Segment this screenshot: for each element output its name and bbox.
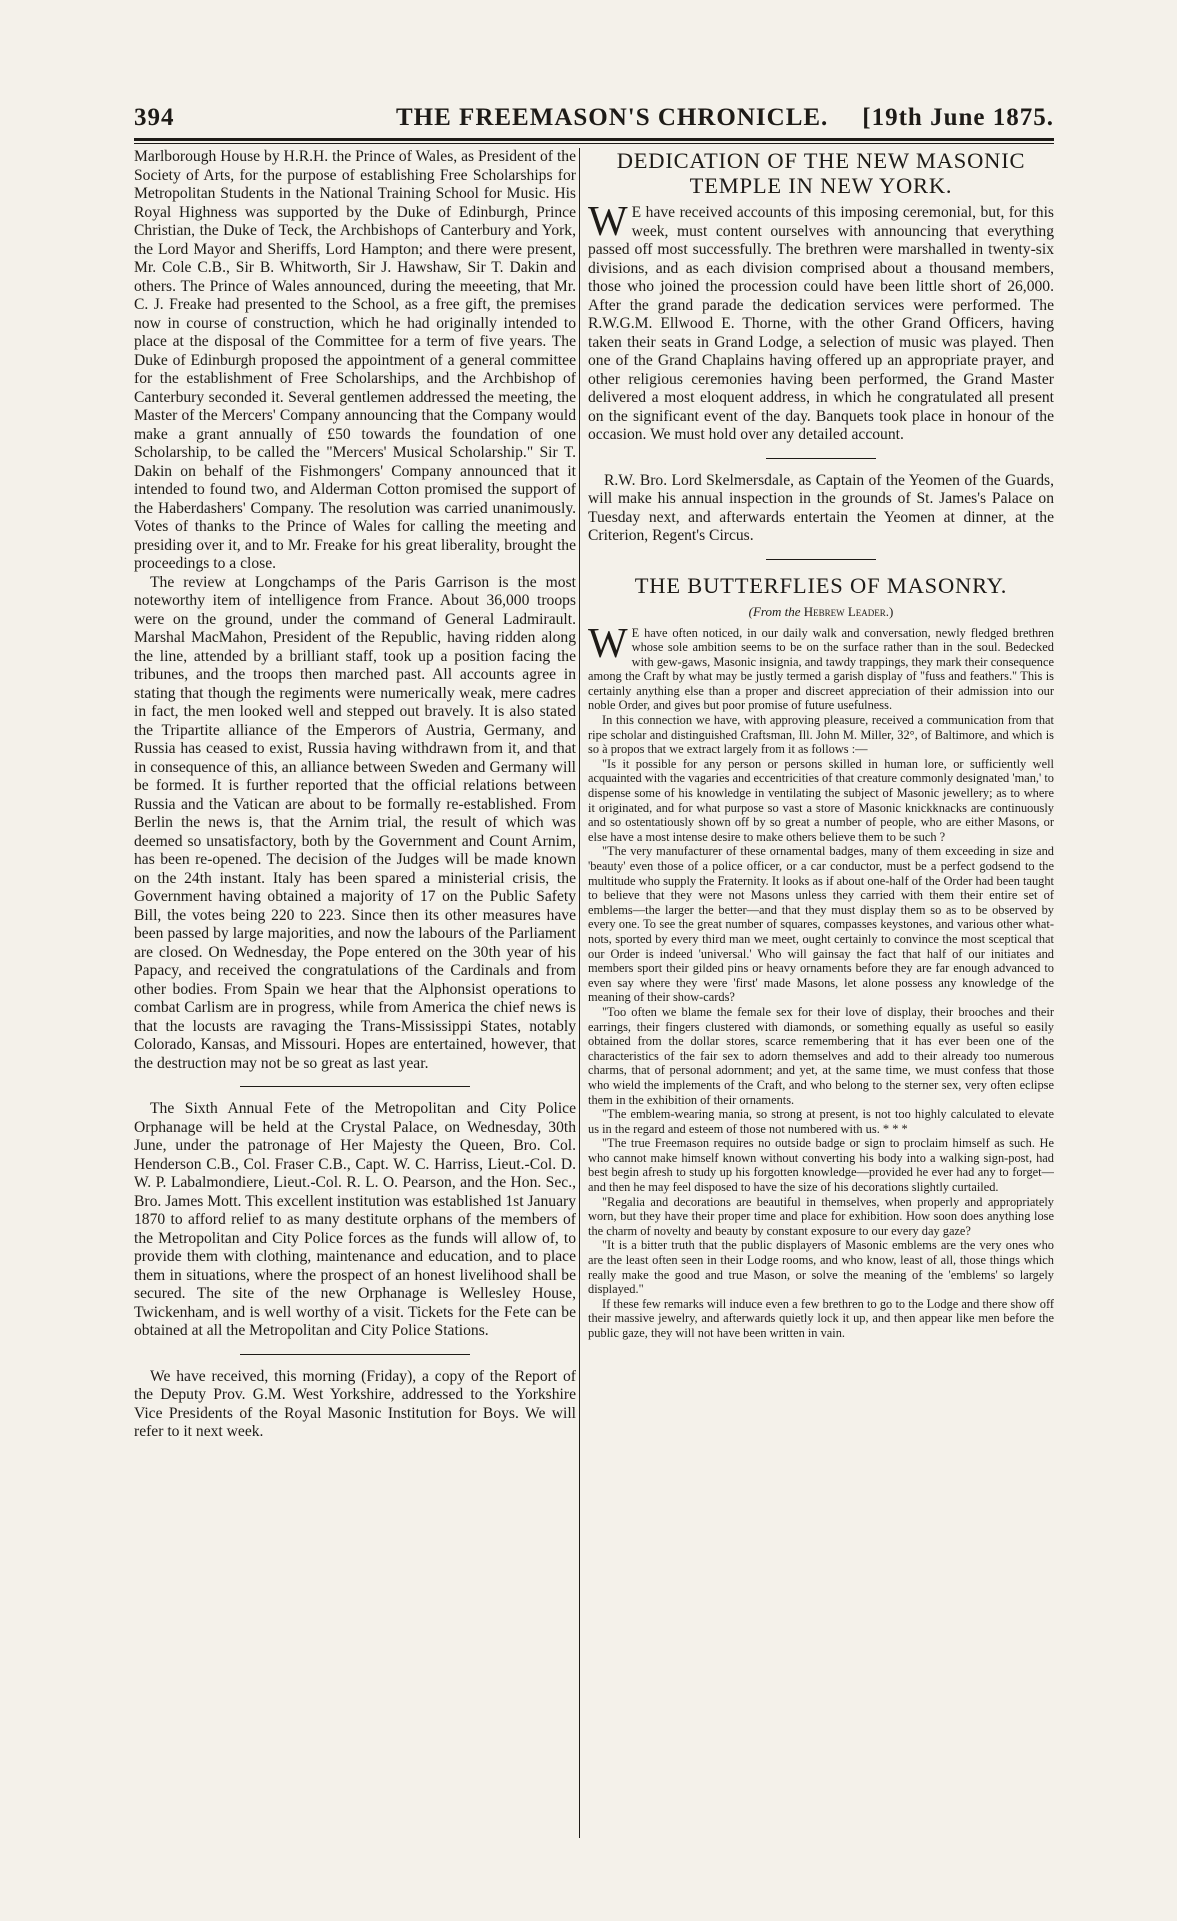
butterflies-text: E have often noticed, in our daily walk and conversation, newly fledged brethren whose sole ambition seems to be on the surface rather than in the soul. Bedecked with gew-gaws, Masonic insignia, and tawdy trappings, they mark their consequence among the Craft by what may be justly termed a garish display of "fuss and feathers." This is certainly anything else than a proper and discreet appreciation of their admission into our noble Order, and gives but poor promise of future usefulness.	[588, 625, 1054, 713]
section-separator	[240, 1086, 470, 1087]
right-column	[588, 148, 1054, 1843]
butterflies-paragraph: "Regalia and decorations are beautiful in themselves, when properly and appropriately worn, but they have their proper time and place for exhibition. How soon does anything lose the charm of novelty and beauty by constant exposure to our every day gaze?	[588, 1194, 1054, 1238]
dedication-paragraph	[588, 199, 1054, 445]
butterflies-paragraph: "The true Freemason requires no outside badge or sign to proclaim himself as such. He who cannot make himself known without converting his body into a walking sign-post, had best begin afresh to study up his forgotten knowledge—provided he ever had any to forget—and then he may feel disposed to have the size of his decorations slightly curtailed.	[588, 1136, 1054, 1195]
section-separator	[766, 559, 876, 560]
section-separator	[240, 1354, 470, 1355]
column-divider	[579, 148, 580, 1838]
butterflies-headline: THE BUTTERFLIES OF MASONRY.	[634, 572, 1008, 598]
butterflies-paragraph: "The emblem-wearing mania, so strong at present, is not too highly calculated to elevate us in the regard and esteem of those not numbered with us. * * *	[588, 1107, 1054, 1136]
header-rule-thin	[134, 143, 1054, 144]
page-header	[134, 104, 1054, 138]
butterflies-paragraph: "It is a bitter truth that the public displayers of Masonic emblems are the very ones who are the least often seen in their Lodge rooms, and who know, least of all, those things which really make the good and true Mason, or solve the meaning of the 'emblems' so largely displayed."	[588, 1238, 1054, 1297]
butterflies-paragraph: "The very manufacturer of these ornamental badges, many of them exceeding in size and 'beauty' even those of a police officer, or a car conductor, must be a perfect godsend to the multitude who supply the Fraternity. It looks as if about one-half of the Order had been taught to believe that they were not Masons unless they carried with them their entire set of emblems—the larger the better—and that they must display them so as to be observed by every one. To see the great number of squares, compasses keystones, and various other what-nots, sported by every third man we meet, ought certainly to convince the most sceptical that our Order is indeed 'universal.' Who will gainsay the fact that half of our initiates and members sport their gilded pins or heavy ornaments before they are far enough advanced to even say where they were 'first' made Masons, let alone possess any knowledge of the meaning of their show-cards?	[588, 844, 1054, 1005]
section-separator	[766, 458, 876, 459]
source-name: Hebrew Leader.)	[803, 603, 894, 619]
left-column	[134, 148, 576, 1843]
dedication-text: E have received accounts of this imposing ceremonial, but, for this week, must content ourselves with announcing that everything passed off most successfully. The brethren were marshalled in twenty-six divisions, and as each division comprised about a thousand members, those who joined the procession could have been little short of 26,000. After the grand parade the dedication services were performed. The R.W.G.M. Ellwood E. Thorne, with the other Grand Officers, having taken their seats in Grand Lodge, a selection of music was played. Then one of the Grand Chaplains having offered up an appropriate prayer, and other religious ceremonies having been performed, the Grand Master delivered a most eloquent address, in which he congratulated all present on the significant event of the day. Banquets took place in honour of the occasion. We must hold over any detailed account.	[588, 204, 1054, 443]
yeomen-notice: R.W. Bro. Lord Skelmersdale, as Captain of the Yeomen of the Guards, will make his annual inspection in the grounds of St. James's Palace on Tuesday next, and afterwards entertain the Yeomen at dinner, at the Criterion, Regent's Circus.	[588, 471, 1054, 544]
masthead-title: THE FREEMASON'S CHRONICLE.	[396, 104, 829, 131]
butterflies-paragraph: If these few remarks will induce even a few brethren to go to the Lodge and there show off their massive jewelry, and afterwards quietly lock it up, and then appear like men before the public gaze, they will not have been written in vain.	[588, 1296, 1054, 1340]
article-paragraph: The review at Longchamps of the Paris Garrison is the most noteworthy item of intelligence from France. About 36,000 troops were on the ground, under the command of General Ladmirault. Marshal MacMahon, President of the Republic, having ridden along the line, attended by a brilliant staff, took up a position facing the tribunes, and the troops then marched past. All accounts agree in stating that though the regiments were numerically weak, mere cadres in fact, the men looked well and stepped out bravely. It is also stated the Tripartite alliance of the Emperors of Austria, Germany, and Russia has ceased to exist, Russia having withdrawn from it, and that in consequence of this, an alliance between Sweden and Germany will be formed. It is further reported that the official relations between Russia and the Vatican are about to be formally re-established. From Berlin the news is, that the Arnim trial, the result of which was deemed so unsatisfactory, both by the Government and Count Arnim, has been re-opened. The decision of the Judges will be made known on the 24th instant. Italy has been spared a ministerial crisis, the Government having obtained a majority of 17 on the Public Safety Bill, the votes being 220 to 223. Since then its other measures have been passed by large majorities, and now the labours of the Parliament are closed. On Wednesday, the Pope entered on the 30th year of his Papacy, and received the congratulations of the Cardinals and from other bodies. From Spain we hear that the Alphonsist operations to combat Carlism are in progress, while from America the chief news is that the locusts are ravaging the Trans-Mississippi States, notably Colorado, Kansas, and Missouri. Hopes are entertained, however, that the destruction may not be so great as last year.	[134, 573, 576, 1072]
drop-cap: W	[588, 620, 628, 667]
report-notice: We have received, this morning (Friday), a copy of the Report of the Deputy Prov. G.M. West Yorkshire, addressed to the Yorkshire Vice Presidents of the Royal Masonic Institution for Boys. We will refer to it next week.	[134, 1367, 576, 1440]
source-prefix: (From the	[748, 603, 801, 619]
drop-cap: W	[588, 199, 628, 245]
article-paragraph: Marlborough House by H.R.H. the Prince of Wales, as President of the Society of Arts, for the purpose of establishing Free Scholarships for Metropolitan Students in the National Training School for Music. His Royal Highness was supported by the Duke of Edinburgh, Prince Christian, the Duke of Teck, the Archbishops of Canterbury and York, the Lord Mayor and Sheriffs, Lord Hampton; and there were present, Mr. Cole C.B., Sir B. Whitworth, Sir J. Hawshaw, Sir T. Dakin and others. The Prince of Wales announced, during the meeeting, that Mr. C. J. Freake had presented to the School, as a free gift, the premises now in course of construction, which he had originally intended to place at the disposal of the Committee for a term of five years. The Duke of Edinburgh proposed the appointment of a general committee for the establishment of Free Scholarships, and the Archbishop of Canterbury seconded it. Several gentlemen addressed the meeting, the Master of the Mercers' Company announcing that the Company would make a grant annually of £50 towards the foundation of one Scholarship, to be called the "Mercers' Musical Scholarship." Sir T. Dakin on behalf of the Fishmongers' Company announced that it intended to found two, and Alderman Cotton promised the support of the Haberdashers' Company. The resolution was carried unanimously. Votes of thanks to the Prince of Wales for calling the meeting and presiding over it, and to Mr. Freake for his great liberality, brought the proceedings to a close.	[134, 148, 576, 572]
butterflies-paragraph	[588, 620, 1054, 714]
issue-date: [19th June 1875.	[862, 104, 1054, 131]
page-number: 394	[134, 104, 175, 131]
orphanage-notice: The Sixth Annual Fete of the Metropolitan and City Police Orphanage will be held at the Crystal Palace, on Wednesday, 30th June, under the patronage of Her Majesty the Queen, Bro. Col. Henderson C.B., Col. Fraser C.B., Capt. W. C. Harriss, Lieut.-Col. D. W. P. Labalmondiere, Lieut.-Col. R. L. O. Pearson, and the Hon. Sec., Bro. James Mott. This excellent institution was established 1st January 1870 to afford relief to as many destitute orphans of the members of the Metropolitan and City Police forces as the funds will allow of, to provide them with clothing, maintenance and education, and to place them in situations, where the prospect of an honest livelihood shall be secured. The site of the new Orphanage is Wellesley House, Twickenham, and is well worthy of a visit. Tickets for the Fete can be obtained at all the Metropolitan and City Police Stations.	[134, 1100, 576, 1339]
butterflies-paragraph: "Is it possible for any person or persons skilled in human lore, or sufficiently well acquainted with the vagaries and eccentricities of that creature commonly designated 'man,' to dispense some of his knowledge in ventilating the subject of Masonic jewellery; as to where it originated, and for what purpose so vast a store of Masonic knickknacks are continuously and so ostentatiously shown off by so great a number of people, who are either Masons, or else have a most intense desire to make others believe them to be such ?	[588, 756, 1054, 844]
butterflies-paragraph: In this connection we have, with approving pleasure, received a communication from that ripe scholar and distinguished Craftsman, Ill. John M. Miller, 32°, of Baltimore, and which is so à propos that we extract largely from it as follows :—	[588, 713, 1054, 757]
article-source	[588, 604, 1054, 620]
header-rule-thick	[134, 138, 1054, 141]
butterflies-paragraph: "Too often we blame the female sex for their love of display, their brooches and their earrings, their fingers clustered with diamonds, or something equally as useful so easily obtained from the dollar stores, scarce remembering that it has ever been one of the characteristics of the fair sex to adorn themselves and add to their already too numerous charms, that of personal adornment; and yet, at the same time, we must confess that those who wield the implements of the Craft, and who belong to the sterner sex, very often eclipse them in the exhibition of their ornaments.	[588, 1004, 1054, 1107]
dedication-headline: DEDICATION OF THE NEW MASONIC TEMPLE IN NEW YORK.	[616, 148, 1026, 198]
